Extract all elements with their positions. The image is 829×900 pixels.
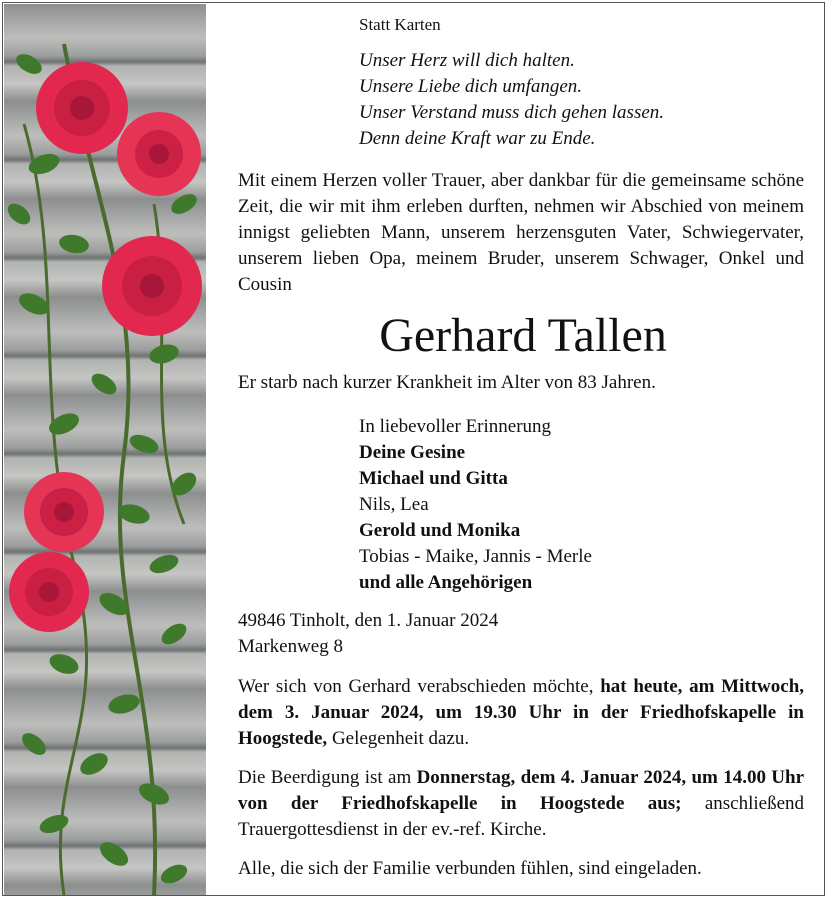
funeral-text-end: anschließend Trauergottesdienst in der ev.-ref. Kirche. <box>238 793 805 840</box>
family-line: Michael und Gitta <box>359 468 508 489</box>
poem-line: Unser Herz will dich halten. <box>359 50 575 71</box>
address-street-line: Markenweg 8 <box>238 636 343 657</box>
family-line: Gerold und Monika <box>359 520 521 541</box>
family-line: Deine Gesine <box>359 442 466 463</box>
family-line: In liebevoller Erinnerung <box>359 416 552 437</box>
family-line: und alle Angehörigen <box>359 572 533 593</box>
family-line: Tobias - Maike, Jannis - Merle <box>359 546 592 567</box>
statt-karten-label: Statt Karten <box>359 15 441 34</box>
farewell-paragraph <box>238 674 804 752</box>
poem-line: Unser Verstand muss dich gehen lassen. <box>359 102 665 123</box>
family-list <box>359 414 592 596</box>
closing-line: Alle, die sich der Familie verbunden fühlen, sind eingeladen. <box>238 858 702 879</box>
death-note: Er starb nach kurzer Krankheit im Alter von 83 Jahren. <box>238 372 656 393</box>
roses-photo <box>4 4 206 895</box>
poem <box>359 48 664 152</box>
poem-line: Denn deine Kraft war zu Ende. <box>359 128 596 149</box>
family-line: Nils, Lea <box>359 494 429 515</box>
farewell-text: Wer sich von Gerhard verabschieden möchte, <box>238 676 601 697</box>
roses-illustration <box>4 4 206 895</box>
address-date-line: 49846 Tinholt, den 1. Januar 2024 <box>238 610 499 631</box>
poem-line: Unsere Liebe dich umfangen. <box>359 76 583 97</box>
deceased-name: Gerhard Tallen <box>379 309 667 362</box>
farewell-time-text: hat heute, am Mittwoch, dem 3. Januar 2024, um 19.30 Uhr in der Friedhofskapelle in Hoogstede, <box>238 676 805 749</box>
intro-paragraph: Mit einem Herzen voller Trauer, aber dankbar für die gemeinsame schöne Zeit, die wir mit ihm erleben durften, nehmen wir Abschied von meinem innigst geliebten Mann, unserem herzensguten Vater, Schwiegervater, unserem lieben Opa, meinem Bruder, unserem Schwager, Onkel und Cousin <box>238 170 804 295</box>
funeral-paragraph <box>238 765 804 843</box>
funeral-time-text: Donnerstag, dem 4. Januar 2024, um 14.00 Uhr von der Friedhofskapelle in Hoogstede aus; <box>238 767 805 814</box>
farewell-text-end: Gelegenheit dazu. <box>327 728 470 749</box>
funeral-text: Die Beerdigung ist am <box>238 767 417 788</box>
address-block <box>238 608 498 660</box>
